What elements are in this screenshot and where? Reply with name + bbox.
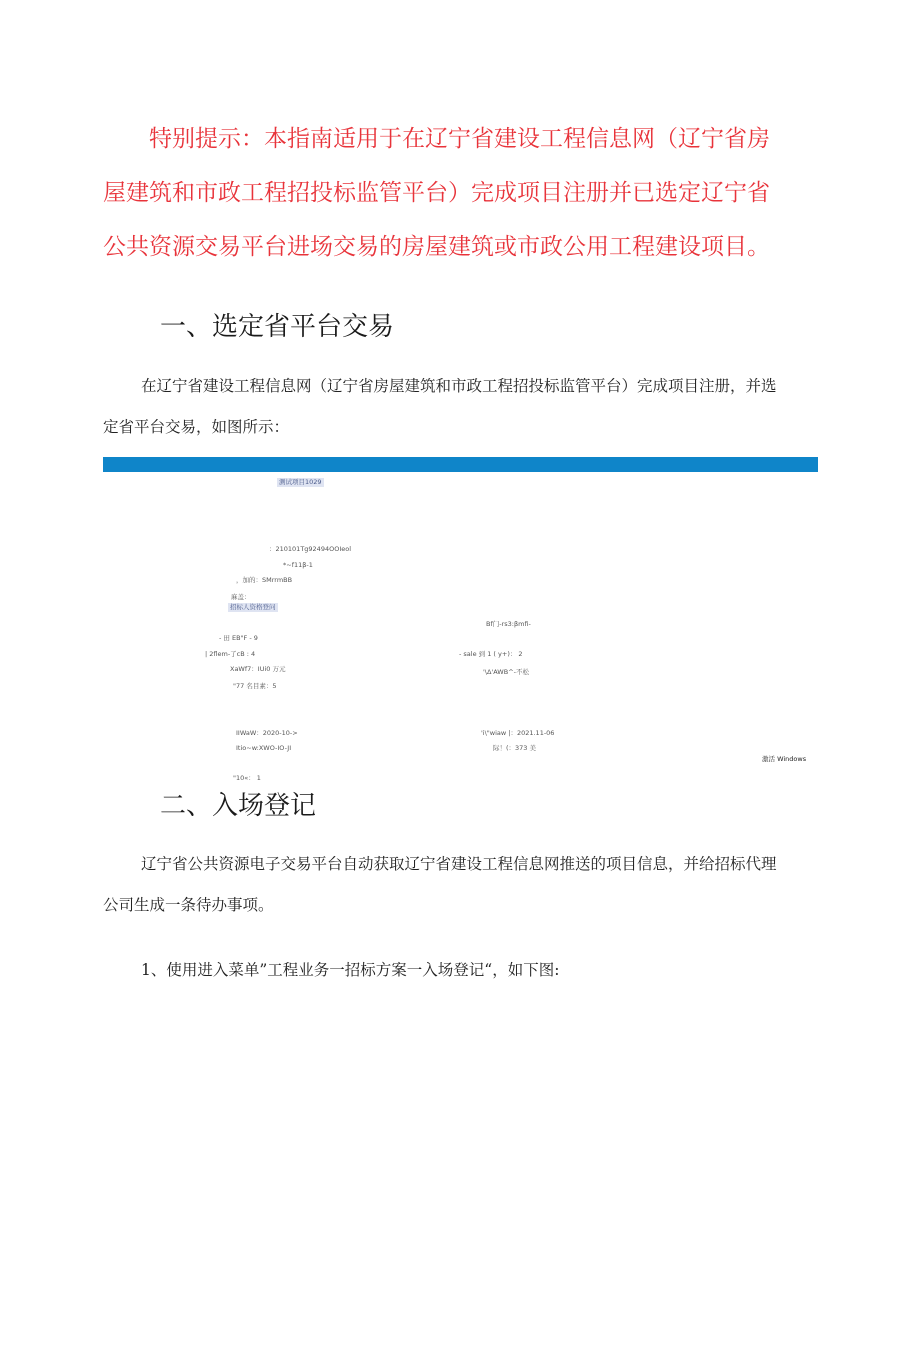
right-field-1: Bf门-rs3:βmfi- xyxy=(486,620,531,628)
field-9: IIWaW：2020-10-> xyxy=(236,729,298,737)
section2-step-1: 1、使用进入菜单”工程业务一招标方案一入场登记“，如下图: xyxy=(141,961,560,979)
section2-para-line-2: 公司生成一条待办事项。 xyxy=(103,896,274,914)
field-6: | 2flem-了cB : 4 xyxy=(205,650,256,658)
notice-line-1: 特别提示：本指南适用于在辽宁省建设工程信息网（辽宁省房 xyxy=(149,126,770,152)
notice-line-3: 公共资源交易平台进场交易的房屋建筑或市政公用工程建设项目。 xyxy=(103,234,770,260)
right-field-3: '\Δ'AWB^-不松 xyxy=(483,668,529,676)
section-tag: 招标人资格登问 xyxy=(230,603,276,611)
field-10: Itio~w:XWO-IO-JI xyxy=(236,744,292,752)
screenshot-header-bar xyxy=(103,457,818,472)
field-2: *~f11β-1 xyxy=(283,561,313,569)
notice-paragraph xyxy=(103,112,815,274)
windows-activation-watermark: 激活 Windows xyxy=(762,755,807,763)
section-heading-1: 一、选定省平台交易 xyxy=(160,312,395,342)
field-3: ，加的：SMrrmBB xyxy=(236,576,293,584)
field-8: "77 名目素：5 xyxy=(233,682,277,690)
project-tag: 测试项目1029 xyxy=(279,478,322,486)
section-heading-2: 二、入场登记 xyxy=(160,791,317,821)
section1-para-line-2: 定省平台交易，如图所示： xyxy=(103,418,290,436)
field-code: ：210101Tg92494OOIeol xyxy=(269,545,352,553)
right-field-4: 'i\"wiaw |：2021.11-06 xyxy=(481,729,555,737)
right-field-5: 际！(：373 美 xyxy=(493,744,537,752)
notice-line-2: 屋建筑和市政工程招投标监管平台）完成项目注册并已选定辽宁省 xyxy=(103,180,770,206)
field-4: 麻盖： xyxy=(231,593,251,601)
embedded-screenshot xyxy=(103,457,818,782)
section1-para-line-1: 在辽宁省建设工程信息网（辽宁省房屋建筑和市政工程招投标监管平台）完成项目注册，并选 xyxy=(141,377,777,395)
section2-paragraph xyxy=(103,844,815,926)
field-7: XaWf7：IUi0 万元 xyxy=(230,665,286,673)
field-11: "10«： 1 xyxy=(233,774,261,782)
right-field-2: - sale 到 1 ( y+)： 2 xyxy=(459,650,523,658)
section2-para-line-1: 辽宁省公共资源电子交易平台自动获取辽宁省建设工程信息网推送的项目信息，并给招标代理 xyxy=(141,855,777,873)
section1-paragraph xyxy=(103,366,815,448)
field-5: - 田 EB"F - 9 xyxy=(219,634,258,642)
